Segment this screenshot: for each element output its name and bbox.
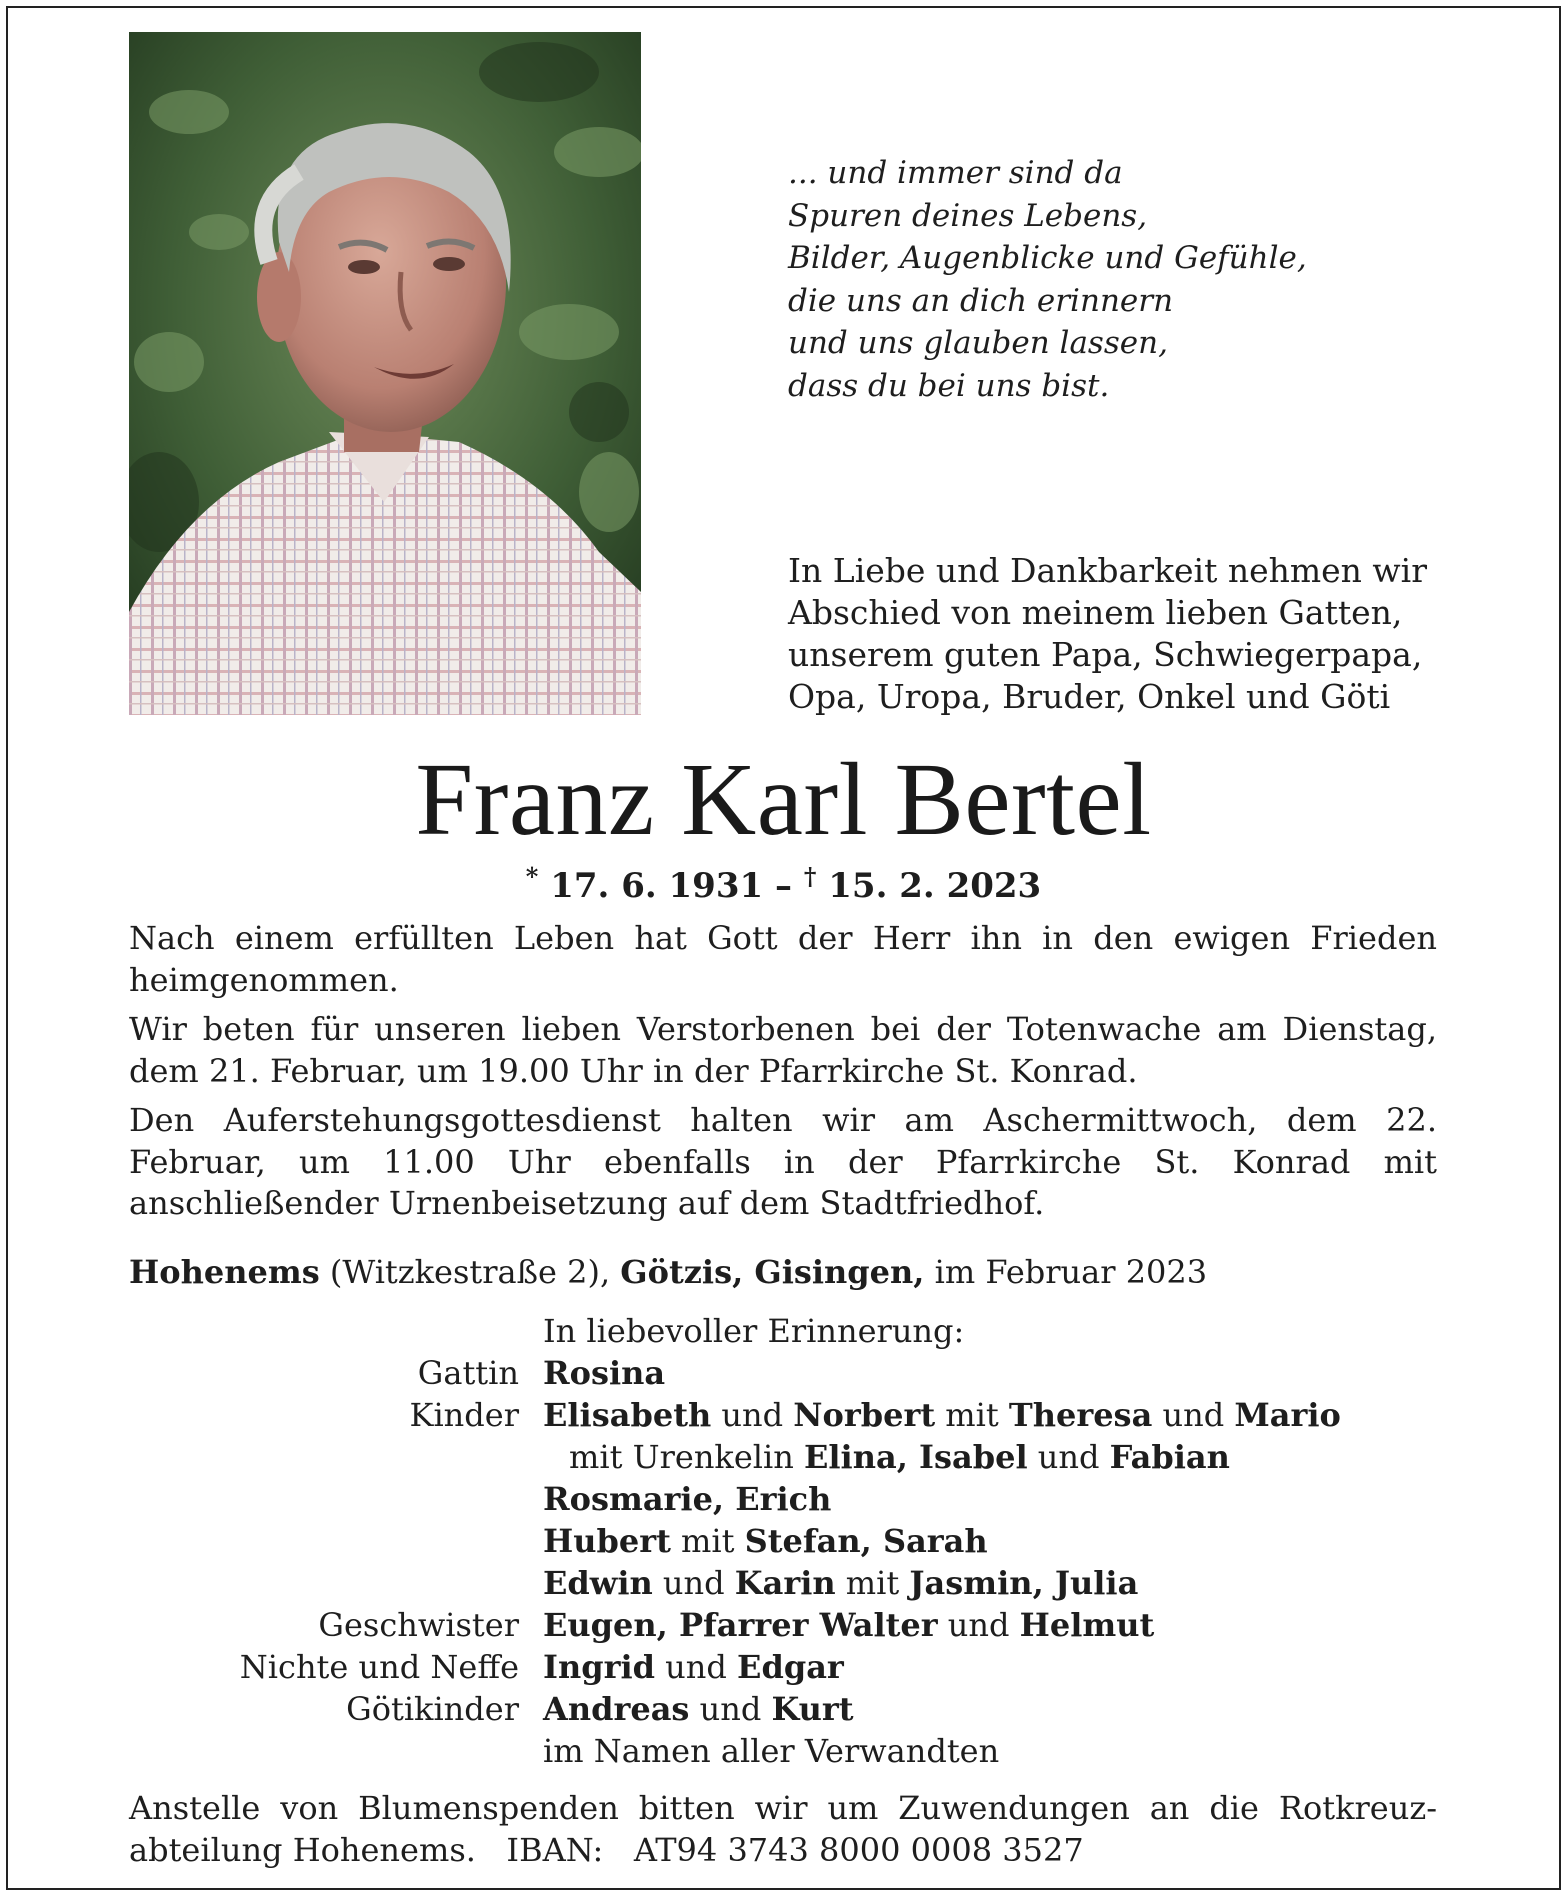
intro-line: In Liebe und Dankbarkeit nehmen wir xyxy=(788,551,1428,590)
family-name: Jasmin, Julia xyxy=(909,1564,1139,1602)
intro-line: unserem guten Papa, Schwiegerpapa, xyxy=(788,635,1423,674)
deceased-name: Franz Karl Bertel xyxy=(415,742,1152,857)
family-closing: im Namen aller Verwandten xyxy=(543,1732,1000,1770)
portrait-photo xyxy=(129,32,641,715)
poem-line: Bilder, Augenblicke und Gefühle, xyxy=(788,240,1307,276)
family-name: Rosmarie, Erich xyxy=(543,1480,832,1518)
family-name: Stefan, Sarah xyxy=(744,1522,988,1560)
family-name: Elisabeth xyxy=(543,1396,712,1434)
connector: und xyxy=(655,1648,738,1686)
family-name: Ingrid xyxy=(543,1648,655,1686)
connector: und xyxy=(689,1690,772,1728)
family-name: Mario xyxy=(1234,1396,1341,1434)
family-name: Karin xyxy=(734,1564,836,1602)
life-dates xyxy=(0,855,1567,908)
poem-line: ... und immer sind da xyxy=(788,155,1123,191)
poem-line: die uns an dich erinnern xyxy=(788,282,1174,319)
connector: und xyxy=(1152,1396,1235,1434)
poem xyxy=(788,152,1307,407)
poem-line: und uns glauben lassen, xyxy=(788,325,1168,361)
place-town: Hohenems xyxy=(129,1253,320,1291)
connector: mit xyxy=(835,1564,910,1602)
intro-line: Abschied von meinem lieben Gatten, xyxy=(788,593,1403,632)
poem-line: dass du bei uns bist. xyxy=(788,367,1110,404)
connector: mit Urenkelin xyxy=(569,1438,804,1476)
announcement-body xyxy=(129,918,1437,1233)
place-date-line xyxy=(129,1251,1207,1293)
family-name: Elina, Isabel xyxy=(804,1438,1028,1476)
place-address: (Witzkestraße 2), xyxy=(319,1253,621,1291)
family-name: Edwin xyxy=(543,1564,653,1602)
family-name: Andreas xyxy=(543,1690,690,1728)
donation-note xyxy=(129,1787,1437,1871)
family-name: Edgar xyxy=(737,1648,844,1686)
place-date: im Februar 2023 xyxy=(924,1253,1208,1291)
died-symbol: † xyxy=(803,862,817,891)
date-dash: – xyxy=(775,866,792,906)
intro-line: Opa, Uropa, Bruder, Onkel und Göti xyxy=(788,677,1391,716)
donation-line: Anstelle von Blumenspenden bitten wir um Zuwendungen an die Rotkreuz- xyxy=(129,1789,1437,1827)
poem-line: Spuren deines Lebens, xyxy=(788,197,1148,234)
death-date: 15. 2. 2023 xyxy=(828,866,1042,906)
family-name: Hubert xyxy=(543,1522,671,1560)
family-name: Eugen, Pfarrer Walter xyxy=(543,1606,938,1644)
family-label: Kinder xyxy=(409,1396,519,1434)
iban-label: IBAN: xyxy=(506,1831,604,1869)
birth-date: 17. 6. 1931 xyxy=(550,866,764,906)
family-name: Fabian xyxy=(1109,1438,1230,1476)
iban-number: AT94 3743 8000 0008 3527 xyxy=(633,1831,1084,1869)
donation-line-2 xyxy=(129,1829,1437,1871)
family-heading: In liebevoller Erinnerung: xyxy=(543,1312,965,1350)
family-name: Kurt xyxy=(771,1690,854,1728)
family-label: Geschwister xyxy=(318,1606,519,1644)
connector: mit xyxy=(935,1396,1009,1434)
family-name: Helmut xyxy=(1019,1606,1155,1644)
paragraph: Den Auferstehungsgottesdienst halten wir am Aschermittwoch, dem 22. Februar, um 11.00 Uhr ebenfalls in der Pfarrkirche St. Konrad mit anschließender Urnenbeisetzung auf dem Stadtfriedhof. xyxy=(129,1101,1437,1222)
connector: mit xyxy=(670,1522,745,1560)
family-list xyxy=(129,1310,1459,1772)
connector: und xyxy=(1027,1438,1110,1476)
intro-text xyxy=(788,550,1438,718)
connector: und xyxy=(711,1396,794,1434)
connector: und xyxy=(937,1606,1020,1644)
born-symbol: * xyxy=(525,862,539,891)
family-name: Rosina xyxy=(543,1354,666,1392)
family-label: Götikinder xyxy=(346,1690,519,1728)
family-label: Gattin xyxy=(417,1354,519,1392)
paragraph: Nach einem erfüllten Leben hat Gott der Herr ihn in den ewigen Frieden heimgenommen. xyxy=(129,919,1437,999)
family-label: Nichte und Neffe xyxy=(239,1648,519,1686)
connector: und xyxy=(652,1564,735,1602)
portrait-illustration xyxy=(129,32,641,715)
donation-recipient: abteilung Hohenems. xyxy=(129,1831,476,1869)
family-name: Theresa xyxy=(1008,1396,1153,1434)
paragraph: Wir beten für unseren lieben Verstorbenen bei der Totenwache am Dienstag, dem 21. Februar, um 19.00 Uhr in der Pfarrkirche St. Konrad. xyxy=(129,1010,1437,1090)
place-others: Götzis, Gisingen, xyxy=(620,1253,925,1291)
family-name: Norbert xyxy=(793,1396,936,1434)
